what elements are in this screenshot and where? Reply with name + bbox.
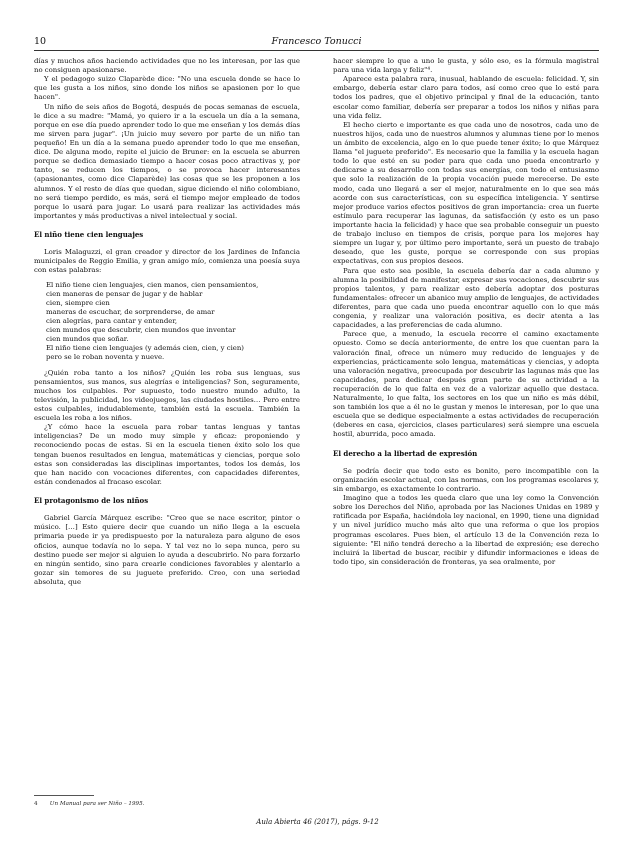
header-rule xyxy=(34,50,599,51)
section-heading: El niño tiene cien lenguajes xyxy=(34,229,144,239)
paragraph: hacer siempre lo que a uno le gusta, y sólo eso, es la fórmula magistral para una vida larga y feliz"⁴. xyxy=(333,57,599,75)
paragraph: Imagino que a todos les queda claro que una ley como la Convención sobre los Derechos del Niño, aprobada por las Naciones Unidas en 1989 y ratificada por España, haciéndola ley nacional, en 1990, tiene una dignidad y un nivel jurídico mucho más alto que una reforma o que los propios programas escolares. Pues bien, el artículo 13 de la Convención reza lo siguiente: "El niño tendrá derecho a la libertad de expresión; ese derecho incluirá la libertad de buscar, recibir y difundir informaciones e ideas de todo tipo, sin consideración de fronteras, ya sea oralmente, por xyxy=(333,494,599,566)
poem-line: pero se le roban noventa y nueve. xyxy=(46,353,165,362)
paragraph: Loris Malaguzzi, el gran creador y director de los Jardines de Infancia municipales de Reggio Emilia, y gran amigo mío, comienza una poesía suya con estas palabras: xyxy=(34,248,300,275)
poem-line: El niño tiene cien lenguajes (y además cien, cien, y cien) xyxy=(46,344,244,353)
paragraph: Se podría decir que todo esto es bonito, pero incompatible con la organización escolar actual, con las normas, con los programas escolares y, sin embargo, es exactamente lo contrario. xyxy=(333,466,599,494)
poem-line: cien maneras de pensar de jugar y de hablar xyxy=(46,289,203,298)
section-heading: El derecho a la libertad de expresión xyxy=(333,448,478,458)
poem-line: maneras de escuchar, de sorprenderse, de amar xyxy=(46,307,215,316)
paragraph: días y muchos años haciendo actividades que no les interesan, por las que no consiguen apasionarse. xyxy=(34,57,300,75)
paragraph: Un niño de seis años de Bogotá, después de pocas semanas de escuela, le dice a su madre: "Mamá, yo quiero ir a la escuela un día a la semana, porque en ese día puedo aprender todo lo que me enseñan y los demás días me sirven para jugar". ¡Un juicio muy severo por parte de un niño tan pequeño! En un día a la semana puedo aprender todo lo que me enseñan, dice. De alguna modo, repite el juicio de Bruner: en la escuela se aburren porque se dedica demasiado tiempo a hacer cosas poco atractivas y, por tanto, se reducen los tiempos, o se provoca hacer interesantes (apasionantes, como dice Claparède) las cosas que se les proponen a los alumnos. Y el resto de días que quedan, sigue diciendo el niño colombiano, no será tiempo perdido, es más, será el tiempo mejor empleado de todos porque lo usará para jugar. Lo usará para realizar las actividades más importantes y más productivas a nivel intelectual y social. xyxy=(34,102,300,220)
page-footer-citation: Aula Abierta 46 (2017), págs. 9-12 xyxy=(256,818,379,826)
paragraph: Parece que, a menudo, la escuela recorre el camino exactamente opuesto. Como se decía anteriormente, de entre los que cuentan para la valoración final, ofrece un número muy reducido de lenguajes y de experiencias, prácticamente solo lengua, matemáticas y ciencias, y adopta una valoración negativa, preocupada por descubrir las lagunas más que las capacidades, para dedicar después gran parte de su actividad a la recuperación de lo que falta en vez de a valorizar aquello que destaca. Naturalmente, lo que falta, los sectores en los que un niño es más débil, son también los que a él no le gustan y menos le interesan, por lo que una escuela que se dedique especialmente a estas actividades de recuperación (deberes en casa, ejercicios, clases particulares) será siempre una escuela hostil, aburrida, poco amada. xyxy=(333,330,599,439)
running-title: Francesco Tonucci xyxy=(271,36,362,47)
paragraph: Aparece esta palabra rara, inusual, hablando de escuela: felicidad. Y, sin embargo, debería estar claro para todos, así como creo que lo esté para todos los padres, que el objetivo principal y final de la educación, tanto escolar como familiar, debería ser preparar a todos los niños y niñas para una vida feliz. xyxy=(333,75,599,120)
poem-line: cien alegrías, para cantar y entender, xyxy=(46,316,178,325)
paragraph: ¿Y cómo hace la escuela para robar tantas lenguas y tantas inteligencias? De un modo muy simple y eficaz: proponiendo y reconociendo pocas de estas. Si en la escuela tienen éxito solo los que tengan buenos resultados en lengua, matemáticas y ciencias, porque solo estas son consideradas las disciplinas importantes, todos los demás, los que han nacido con vocaciones diferentes, con capacidades diferentes, están condenados al fracaso escolar. xyxy=(34,423,300,486)
poem xyxy=(46,281,300,363)
paragraph: Gabriel García Márquez escribe: "Creo que se nace escritor, pintor o músico. […] Esto quiere decir que cuando un niño llega a la escuela primaria puede ir ya predispuesto por la naturaleza para alguno de esos oficios, aunque todavía no lo sepa. Y tal vez no lo sepa nunca, pero su destino puede ser mejor si alguien lo ayuda a descubrirlo. No para forzarlo en ningún sentido, sino para crearle condiciones favorables y alentarlo a gozar sin temores de su juguete preferido. Creo, con una seriedad absoluta, que xyxy=(34,514,300,586)
paragraph: Y el pedagogo suizo Claparède dice: "No una escuela donde se hace lo que les gusta a los niños, sino donde los niños se apasionen por lo que hacen". xyxy=(34,75,300,102)
section-heading: El protagonismo de los niños xyxy=(34,495,149,505)
paragraph: El hecho cierto e importante es que cada uno de nosotros, cada uno de nuestros hijos, cada uno de nuestros alumnos y alumnas tiene por lo menos un ámbito de excelencia, algo en lo que puede tener éxito; lo que Márquez llama "el juguete preferido". Es necesario que la familia y la escuela hagan todo lo que esté en su poder para que cada uno pueda encontrarlo y dedicarse a su desarrollo con todas sus energías, con todo el entusiasmo que solo la realización de la propia vocación puede merecerse. De este modo, cada uno llegará a ser el mejor, naturalmente en lo que sea más acorde con sus características, con su específica inteligencia. Y sentirse mejor produce varios efectos positivos de gran importancia: crea un fuerte estímulo para recuperar las lagunas, da satisfacción (y esto es un paso importante hacia la felicidad) y hace que sea probable conseguir un puesto de trabajo incluso en tiempos de crisis, porque para los mejores hay siempre un lugar y, por último pero importante, será un puesto de trabajo deseado, que les guste, porque se corresponde con sus propias expectativas, con sus propios deseos. xyxy=(333,120,599,266)
right-column xyxy=(333,57,599,567)
poem-line: cien mundos que descubrir, cien mundos que inventar xyxy=(46,326,236,335)
footnote-number: 4 xyxy=(34,801,38,807)
paragraph: Para que esto sea posible, la escuela debería dar a cada alumno y alumna la posibilidad de manifestar, expresar sus vocaciones, descubrir sus propios talentos, y para realizar esto debería adoptar dos posturas fundamentales: ofrecer un abanico muy amplio de lenguajes, de actividades diferentes, para que cada uno pueda encontrar aquello con lo que más congenia, y realizar una valoración positiva, es decir atenta a las capacidades, a las preferencias de cada alumno. xyxy=(333,266,599,330)
footnote xyxy=(34,801,144,807)
poem-line: cien mundos que soñar. xyxy=(46,335,129,344)
paragraph: ¿Quién roba tanto a los niños? ¿Quién les roba sus lenguas, sus pensamientos, sus manos, sus alegrías e inteligencias? Son, seguramente, muchos los culpables. Por supuesto, todo nuestro mundo adulto, la televisión, la publicidad, los videojuegos, las ciudades hostiles… Pero entre estos culpables, indudablemente, también está la escuela. También la escuela les roba a los niños. xyxy=(34,368,300,423)
footnote-text: Un Manual para ser Niño – 1995. xyxy=(49,801,145,807)
page-number: 10 xyxy=(34,36,47,47)
left-column xyxy=(34,57,300,587)
poem-line: El niño tiene cien lenguajes, cien manos, cien pensamientos, xyxy=(46,280,259,289)
footnote-rule xyxy=(34,795,94,796)
poem-line: cien, siempre cien xyxy=(46,298,110,307)
